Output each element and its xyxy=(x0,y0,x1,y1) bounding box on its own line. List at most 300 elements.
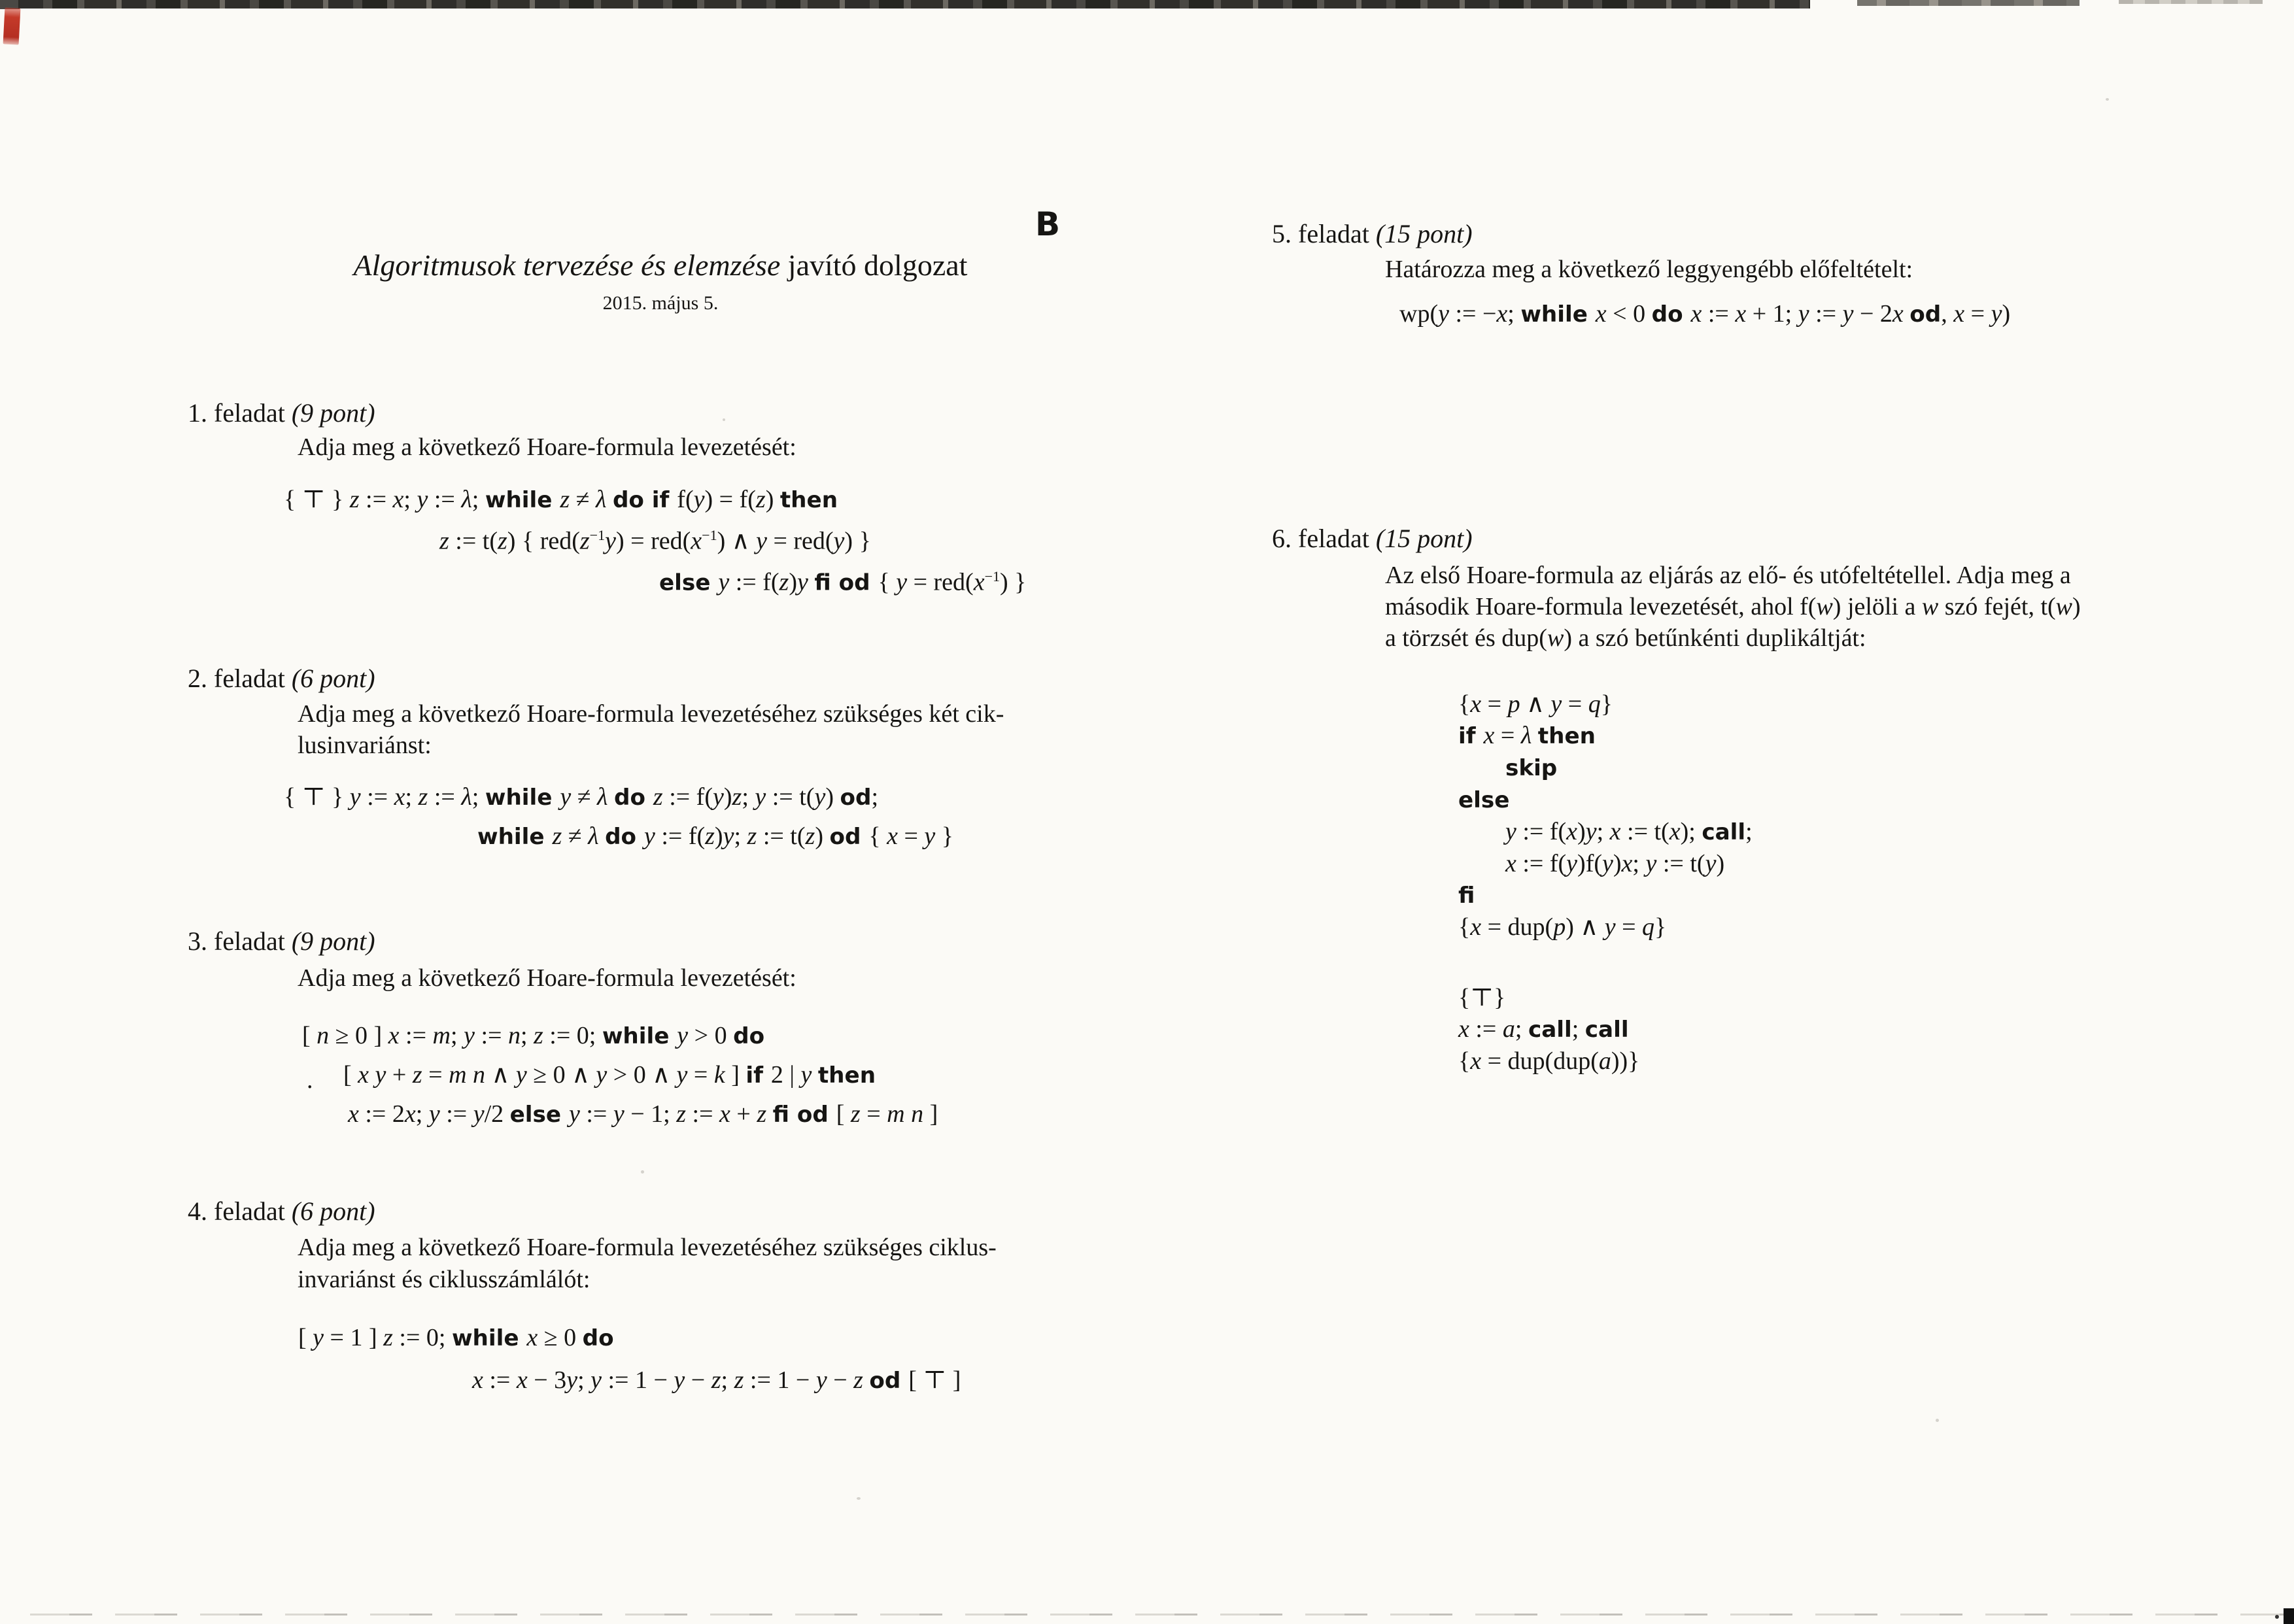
math-run: z xyxy=(705,822,715,850)
math-run: w xyxy=(1547,624,1564,652)
math-run: x y xyxy=(358,1061,386,1089)
math-run: y xyxy=(693,486,705,513)
math-run: z xyxy=(711,1366,721,1394)
text-run: < 0 xyxy=(1606,300,1652,328)
problem-points: (15 pont) xyxy=(1375,524,1473,553)
math-run: z xyxy=(579,527,590,555)
math-run: λ xyxy=(595,486,607,513)
math-run: y xyxy=(814,783,826,811)
text-run: ); xyxy=(1680,818,1702,845)
math-run: z xyxy=(418,783,428,811)
math-run: y xyxy=(1585,818,1597,845)
text-run: := f( xyxy=(1516,818,1567,845)
text-run: lusinvariánst: xyxy=(298,732,432,759)
text-run: ) { red( xyxy=(507,527,580,555)
math-run: λ xyxy=(597,783,608,811)
text-run: [ xyxy=(343,1061,358,1089)
keyword-run: while xyxy=(485,785,560,811)
text-run: ; xyxy=(1632,850,1646,877)
text-run: ≥ 0 ] xyxy=(329,1022,388,1049)
formula-line xyxy=(1458,688,1753,720)
math-run: x xyxy=(1470,1047,1482,1075)
math-run: y xyxy=(1604,913,1616,941)
text-run: Adja meg a következő Hoare-formula levezetését: xyxy=(298,433,796,461)
body-line xyxy=(1385,254,1913,285)
text-run: f( xyxy=(677,486,694,513)
math-run: k xyxy=(713,1061,725,1089)
body-line xyxy=(298,698,1004,730)
text-run: = xyxy=(687,1061,714,1089)
text-run: := xyxy=(428,783,462,811)
problem-body xyxy=(1385,254,1913,285)
text-run: − 3 xyxy=(527,1366,567,1394)
text-run: := t( xyxy=(1656,850,1705,877)
formula-line xyxy=(1458,784,1753,816)
superscript-run: −1 xyxy=(984,567,1001,584)
text-run: := 0; xyxy=(543,1022,602,1049)
math-run: y xyxy=(712,783,724,811)
text-run: a törzsét és dup( xyxy=(1385,624,1547,652)
math-run: y xyxy=(613,1100,625,1128)
problem-body xyxy=(298,698,1004,761)
text-run: ) xyxy=(825,783,840,811)
document-title xyxy=(301,248,1020,283)
text-run: ) xyxy=(2072,593,2081,620)
formula-line xyxy=(348,1095,938,1134)
math-run: z xyxy=(779,568,789,596)
keyword-run: call xyxy=(1702,819,1746,845)
text-run: := 1 − xyxy=(602,1366,674,1394)
text-run: [ xyxy=(298,1324,313,1351)
scan-speckle xyxy=(2106,98,2109,101)
text-run: ) = red( xyxy=(616,527,691,555)
text-run: ) ∧ xyxy=(717,527,757,555)
text-run: ) xyxy=(1716,850,1725,877)
text-run: { xyxy=(1458,1047,1471,1075)
math-run: y xyxy=(313,1324,324,1351)
text-run: ; xyxy=(1745,818,1753,845)
math-run: y xyxy=(515,1061,527,1089)
text-run: 1. feladat xyxy=(188,398,292,428)
text-run: ; xyxy=(1515,1015,1528,1043)
math-run: m n xyxy=(449,1061,486,1089)
keyword-run: do if xyxy=(612,487,677,513)
keyword-run: do xyxy=(1651,301,1691,328)
text-run: ≠ xyxy=(571,783,598,811)
text-run: = xyxy=(422,1061,449,1089)
scan-artifact-top-strip xyxy=(18,0,1810,8)
title-block xyxy=(301,248,1020,314)
math-run: x xyxy=(1953,300,1965,328)
body-line xyxy=(298,730,1004,761)
keyword-run: do xyxy=(733,1023,765,1049)
superscript-run: −1 xyxy=(702,527,717,543)
text-run: ; xyxy=(577,1366,591,1394)
text-run: ; xyxy=(403,486,417,513)
scan-artifact-bottom-right-dot xyxy=(2275,1615,2279,1619)
document-date: 2015. május 5. xyxy=(602,292,719,314)
text-run: := − xyxy=(1448,300,1497,328)
text-run: Adja meg a következő Hoare-formula levezetéséhez szükséges két cik- xyxy=(298,700,1004,728)
problem-body xyxy=(298,1232,997,1296)
problem-formula xyxy=(1458,688,1753,1077)
math-run: a xyxy=(1502,1015,1515,1043)
math-run: λ xyxy=(461,486,472,513)
math-run: x xyxy=(394,783,405,811)
text-run: Adja meg a következő Hoare-formula levezetését: xyxy=(298,964,796,992)
text-run: ) } xyxy=(1000,568,1027,596)
formula-line xyxy=(298,1317,961,1359)
text-run: ) } xyxy=(844,527,871,555)
text-run: := xyxy=(579,1100,613,1128)
text-run: = xyxy=(1964,300,1991,328)
problem-body xyxy=(298,962,796,994)
math-run: y xyxy=(796,568,808,596)
math-run: x xyxy=(1566,818,1578,845)
math-run: y xyxy=(723,822,734,850)
text-run: ; xyxy=(471,783,485,811)
text-run: = xyxy=(897,822,925,850)
math-run: x xyxy=(388,1022,400,1049)
problem-heading xyxy=(188,928,375,955)
formula-line xyxy=(1505,848,1753,879)
text-run: Határozza meg a következő leggyengébb előfeltételt: xyxy=(1385,256,1913,283)
math-run: y xyxy=(591,1366,602,1394)
problem-points: (6 pont) xyxy=(291,664,375,693)
problem-heading xyxy=(188,400,375,426)
text-run xyxy=(606,486,613,513)
text-run: [ ⊤ ] xyxy=(908,1366,961,1394)
text-run: := f( xyxy=(1516,850,1567,877)
text-run: ; xyxy=(734,822,747,850)
text-run: = xyxy=(1481,690,1508,718)
keyword-run: then xyxy=(779,487,838,513)
math-run: z xyxy=(732,783,742,811)
math-run: z xyxy=(383,1324,393,1351)
text-run: := t( xyxy=(766,783,815,811)
math-run: z xyxy=(734,1366,744,1394)
text-run: ; xyxy=(405,783,419,811)
text-run: = 1 ] xyxy=(324,1324,384,1351)
text-run: + xyxy=(386,1061,413,1089)
text-run: ; xyxy=(1507,300,1521,328)
text-run: [ xyxy=(302,1022,317,1049)
keyword-run: skip xyxy=(1505,755,1558,781)
keyword-run: while xyxy=(602,1023,677,1049)
text-run: := f( xyxy=(729,568,779,596)
math-run: z xyxy=(534,1022,543,1049)
math-run: y xyxy=(560,783,572,811)
text-run: } xyxy=(1654,913,1667,941)
math-run: y xyxy=(677,1022,689,1049)
text-run: ) xyxy=(1613,850,1622,877)
keyword-run: then xyxy=(817,1062,876,1089)
text-run: ) xyxy=(1577,818,1586,845)
body-line xyxy=(1385,622,2081,654)
red-pen-mark xyxy=(3,7,21,44)
body-line xyxy=(298,1232,997,1264)
text-run: := xyxy=(686,1100,720,1128)
text-run: invariánst és ciklusszámlálót: xyxy=(298,1266,591,1293)
math-run: x xyxy=(1595,300,1607,328)
text-run: := 2 xyxy=(358,1100,405,1128)
math-run: x xyxy=(1496,300,1508,328)
formula-line xyxy=(1458,720,1753,752)
keyword-run: fi od xyxy=(814,569,878,596)
text-run: := xyxy=(439,1100,473,1128)
text-run: Az első Hoare-formula az eljárás az elő- és utófeltétellel. Adja meg a xyxy=(1385,562,2071,589)
math-run: y xyxy=(756,527,767,555)
math-run: w xyxy=(2055,593,2073,620)
math-run: z xyxy=(853,1366,863,1394)
text-run: ) xyxy=(2002,300,2011,328)
text-run: ; xyxy=(1596,818,1610,845)
math-run: y xyxy=(566,1366,578,1394)
math-run: x xyxy=(973,568,985,596)
math-run: y xyxy=(1602,850,1613,877)
text-run: ) ∧ xyxy=(1566,913,1605,941)
text-run: ; xyxy=(871,783,879,811)
math-run: y xyxy=(1550,690,1562,718)
text-run: ) = f( xyxy=(704,486,756,513)
text-run: } xyxy=(935,822,954,850)
math-run: x xyxy=(1621,850,1633,877)
math-run: x xyxy=(1735,300,1747,328)
math-run: x xyxy=(472,1366,483,1394)
math-run: y xyxy=(896,568,908,596)
text-run: = xyxy=(1615,913,1642,941)
problem-formula xyxy=(1399,297,2010,331)
text-run: := xyxy=(428,486,462,513)
math-run: w xyxy=(1921,593,1939,620)
math-run: x xyxy=(1483,722,1495,749)
math-run: z xyxy=(498,527,507,555)
text-run: := xyxy=(483,1366,517,1394)
document-title-italic: Algoritmusok tervezése és elemzése xyxy=(353,248,781,282)
math-run: p xyxy=(1507,690,1520,718)
scan-artifact-bottom-right-block xyxy=(2284,1608,2294,1624)
problem-heading xyxy=(188,666,375,692)
math-run: y xyxy=(428,1100,440,1128)
math-run: z xyxy=(349,486,360,513)
math-run: y xyxy=(674,1366,685,1394)
text-run: = xyxy=(1562,690,1588,718)
text-run xyxy=(812,1061,818,1089)
text-run: } xyxy=(1600,690,1613,718)
text-run: második Hoare-formula levezetését, ahol f( xyxy=(1385,593,1817,620)
math-run: y xyxy=(596,1061,608,1089)
text-run: { ⊤ } xyxy=(284,486,350,513)
math-run: y xyxy=(718,568,730,596)
text-run: { xyxy=(1458,690,1471,718)
math-run: x xyxy=(526,1324,538,1351)
keyword-run: while xyxy=(477,824,553,850)
text-run: { ⊤ } xyxy=(284,783,350,811)
problem-formula xyxy=(284,1017,938,1134)
formula-line xyxy=(1458,911,1753,943)
scan-artifact-bottom-line xyxy=(30,1614,2293,1616)
text-run xyxy=(608,783,615,811)
math-run: p xyxy=(1553,913,1566,941)
math-run: x xyxy=(1505,850,1516,877)
keyword-run: do xyxy=(605,824,644,850)
math-run: z xyxy=(850,1100,861,1128)
body-line xyxy=(1385,591,2081,622)
math-run: y xyxy=(676,1061,688,1089)
keyword-run: then xyxy=(1537,723,1596,749)
keyword-run: od xyxy=(840,785,872,811)
math-run: y xyxy=(755,783,766,811)
text-run: := xyxy=(1702,300,1736,328)
math-run: a xyxy=(1598,1047,1611,1075)
text-run: /2 xyxy=(484,1100,510,1128)
formula-line xyxy=(1458,1045,1753,1077)
formula-line xyxy=(1458,982,1753,1013)
keyword-run: else xyxy=(1458,787,1510,813)
text-run: > 0 xyxy=(688,1022,734,1049)
math-run: λ xyxy=(588,822,599,850)
keyword-run: call xyxy=(1584,1017,1629,1043)
math-run: y xyxy=(643,822,655,850)
keyword-run: do xyxy=(614,785,653,811)
math-run: x xyxy=(691,527,702,555)
text-run: = red( xyxy=(766,527,834,555)
text-run: := t( xyxy=(1620,818,1669,845)
text-run: ≠ xyxy=(562,822,589,850)
text-run: := xyxy=(399,1022,433,1049)
text-run: + xyxy=(730,1100,757,1128)
text-run: = xyxy=(860,1100,887,1128)
text-run: := 1 − xyxy=(744,1366,816,1394)
math-run: z xyxy=(676,1100,687,1128)
math-run: z xyxy=(757,1100,767,1128)
body-line xyxy=(1385,560,2081,591)
math-run: z xyxy=(653,783,663,811)
stray-dot-artifact: . xyxy=(307,1066,313,1094)
keyword-run: od xyxy=(829,824,869,850)
math-run: x xyxy=(348,1100,359,1128)
keyword-run: if xyxy=(1458,723,1484,749)
text-run: := xyxy=(359,486,393,513)
math-run: z xyxy=(439,527,449,555)
math-run: n xyxy=(317,1022,330,1049)
formula-line xyxy=(343,1056,938,1095)
text-run: {⊤} xyxy=(1458,984,1506,1011)
text-run: 4. feladat xyxy=(188,1196,292,1226)
problem-body xyxy=(298,431,796,463)
math-run: y xyxy=(815,1366,827,1394)
math-run: λ xyxy=(1520,722,1532,749)
keyword-run: while xyxy=(485,487,560,513)
math-run: y xyxy=(1505,818,1516,845)
text-run: + 1; xyxy=(1746,300,1798,328)
text-run: ) jelöli a xyxy=(1832,593,1922,620)
text-run: 5. feladat xyxy=(1272,219,1376,248)
keyword-run: od xyxy=(869,1368,909,1394)
text-run: ; xyxy=(520,1022,534,1049)
math-run: n xyxy=(507,1022,521,1049)
keyword-run: call xyxy=(1528,1017,1572,1043)
math-run: z xyxy=(755,486,766,513)
problem-points: (15 pont) xyxy=(1375,219,1473,248)
text-run: = red( xyxy=(907,568,974,596)
problem-heading xyxy=(1272,221,1473,247)
text-run: ; xyxy=(742,783,755,811)
text-run: { xyxy=(868,822,887,850)
problem-heading xyxy=(1272,526,1473,552)
text-run xyxy=(863,1366,870,1394)
body-line xyxy=(298,962,796,994)
text-run: { xyxy=(1458,913,1471,941)
math-run: y xyxy=(833,527,845,555)
text-run: ] xyxy=(923,1100,938,1128)
text-run: := f( xyxy=(662,783,713,811)
text-run xyxy=(1904,300,1910,328)
text-run: wp( xyxy=(1399,300,1439,328)
math-run: λ xyxy=(461,783,472,811)
text-run: ) xyxy=(815,822,830,850)
math-run: y xyxy=(1991,300,2002,328)
math-run: y xyxy=(924,822,936,850)
text-run: szó fejét, t( xyxy=(1938,593,2056,620)
math-run: x xyxy=(1609,818,1621,845)
math-run: y xyxy=(605,527,616,555)
text-run: := t( xyxy=(449,527,498,555)
superscript-run: −1 xyxy=(589,527,606,543)
version-label: B xyxy=(1035,205,1061,243)
math-run: y xyxy=(568,1100,580,1128)
text-run: − 1; xyxy=(624,1100,677,1128)
math-run: x xyxy=(1892,300,1904,328)
math-run: y xyxy=(1705,850,1717,877)
formula-line xyxy=(284,482,1026,518)
math-run: x xyxy=(1690,300,1702,328)
text-run: 6. feladat xyxy=(1272,524,1376,553)
text-run: ) xyxy=(723,783,732,811)
text-run: − 2 xyxy=(1853,300,1892,328)
text-run: )f( xyxy=(1577,850,1603,877)
problem-points: (9 pont) xyxy=(291,398,375,428)
formula-line xyxy=(1505,752,1753,784)
text-run: := 0; xyxy=(392,1324,452,1351)
keyword-run: od xyxy=(1909,301,1942,328)
text-run: ; xyxy=(1571,1015,1585,1043)
body-line xyxy=(298,1264,997,1296)
text-run: := xyxy=(1469,1015,1503,1043)
math-run: x xyxy=(1470,690,1482,718)
formula-line xyxy=(439,518,1026,559)
text-run: ; xyxy=(451,1022,464,1049)
formula-line xyxy=(472,1359,961,1402)
keyword-run: fi od xyxy=(772,1102,836,1128)
text-run: { xyxy=(878,568,897,596)
scan-speckle xyxy=(857,1497,861,1500)
math-run: z xyxy=(412,1061,422,1089)
document-title-regular: javító dolgozat xyxy=(780,248,968,282)
text-run: ) a szó betűnkénti duplikáltját: xyxy=(1564,624,1866,652)
keyword-run: do xyxy=(582,1325,614,1351)
text-run: ∧ xyxy=(1520,690,1551,718)
problem-points: (6 pont) xyxy=(291,1196,375,1226)
text-run xyxy=(808,568,815,596)
scan-speckle xyxy=(641,1170,644,1174)
scan-artifact-top-strip-2 xyxy=(1857,0,2080,6)
math-run: x xyxy=(1669,818,1681,845)
text-run: ) xyxy=(789,568,797,596)
text-run: := xyxy=(360,783,394,811)
text-run: := t( xyxy=(757,822,806,850)
math-run: w xyxy=(1816,593,1833,620)
